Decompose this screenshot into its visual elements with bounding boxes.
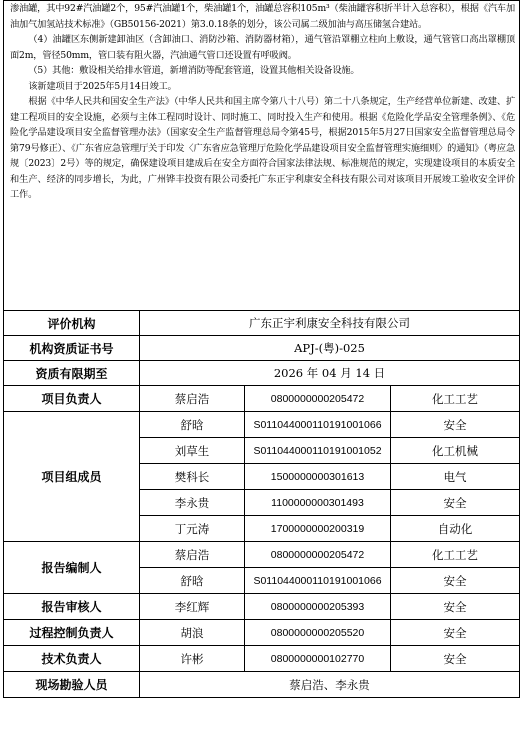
cert-label: 机构资质证书号 [4, 336, 140, 361]
project-leader-row [4, 386, 520, 412]
project-description [4, 1, 519, 203]
team-member-specialty: 安全 [391, 412, 520, 438]
desc-line-4: 该新建项目于2025年5月14日竣工。 [28, 80, 177, 92]
reviewer-label: 报告审核人 [4, 594, 140, 620]
eval-org-value: 广东正宇利康安全科技有限公司 [140, 311, 520, 336]
report-author-label: 报告编制人 [4, 542, 140, 594]
project-leader-specialty: 化工工艺 [391, 386, 520, 412]
eval-org-label: 评价机构 [4, 311, 140, 336]
desc-line-1: 渗油罐，其中92#汽油罐2个，95#汽油罐1个，柴油罐1个，油罐总容积105m³（柴油罐容积折半计入总容积），根据《汽车加油加气加氢站技术标准》（GB50156-2021）第3.0.18条的划分，该公司属二级加油与高压储氢合建站。 [10, 3, 516, 30]
reviewer-name: 李红辉 [140, 594, 245, 620]
project-leader-label: 项目负责人 [4, 386, 140, 412]
team-member-specialty: 自动化 [391, 516, 520, 542]
report-author-specialty: 安全 [391, 568, 520, 594]
team-member-specialty: 电气 [391, 464, 520, 490]
team-member-name: 舒晗 [140, 412, 245, 438]
report-author-name: 蔡启浩 [140, 542, 245, 568]
process-control-row [4, 620, 520, 646]
team-member-specialty: 安全 [391, 490, 520, 516]
site-inspectors-row [4, 672, 520, 698]
team-member-cert: S011044000110191001066 [245, 412, 391, 438]
team-label: 项目组成员 [4, 412, 140, 542]
tech-leader-cert: 0800000000102770 [245, 646, 391, 672]
tech-leader-label: 技术负责人 [4, 646, 140, 672]
tech-leader-row [4, 646, 520, 672]
report-author-cert: 0800000000205472 [245, 542, 391, 568]
site-inspectors-label: 现场勘验人员 [4, 672, 140, 698]
report-author-cert: S011044000110191001066 [245, 568, 391, 594]
team-member-cert: 1700000000200319 [245, 516, 391, 542]
team-member-name: 李永贵 [140, 490, 245, 516]
validity-label: 资质有限期至 [4, 361, 140, 386]
report-author-name: 舒晗 [140, 568, 245, 594]
reviewer-row [4, 594, 520, 620]
team-member-cert: 1500000000301613 [245, 464, 391, 490]
desc-line-3: （5）其他：敷设相关给排水管道，新增消防等配套管道，设置其他相关设备设施。 [28, 65, 360, 76]
process-control-name: 胡浪 [140, 620, 245, 646]
report-author-specialty: 化工工艺 [391, 542, 520, 568]
team-member-name: 刘草生 [140, 438, 245, 464]
process-control-specialty: 安全 [391, 620, 520, 646]
eval-org-row [4, 311, 520, 336]
reviewer-cert: 0800000000205393 [245, 594, 391, 620]
process-control-cert: 0800000000205520 [245, 620, 391, 646]
team-member-cert: 1100000000301493 [245, 490, 391, 516]
project-leader-name: 蔡启浩 [140, 386, 245, 412]
site-inspectors-value: 蔡启浩、李永贵 [140, 672, 520, 698]
project-leader-cert: 0800000000205472 [245, 386, 391, 412]
team-member-specialty: 化工机械 [391, 438, 520, 464]
desc-line-5: 根据《中华人民共和国安全生产法》（中华人民共和国主席令第八十八号）第二十八条规定，生产经营单位新建、改建、扩建工程项目的安全设施，必须与主体工程同时设计、同时施工、同时投入生产和使用。根据《危险化学品安全管理条例》、《危险化学品建设项目安全监督管理办法》（国家安全生产监督管理总局令第45号，根据2015年5月27日国家安全监督管理总局令第79号修正）、《广东省应急管理厅关于印发〈广东省应急管理厅危险化学品建设项目安全监督管理实施细则〉的通知》（粤应急规〔2023〕2号）等的规定，确保建设项目建成后在安全方面符合国家法律法规、标准规范的规定，实现建设项目的本质安全和生产、经济的同步增长，为此，广州铧丰投资有限公司委托广东正宇利康安全科技有限公司对该项目开展竣工验收安全评价工作。 [10, 96, 516, 200]
team-row [4, 412, 520, 438]
reviewer-specialty: 安全 [391, 594, 520, 620]
description-cell [4, 1, 520, 311]
evaluation-info-table [3, 0, 520, 698]
team-member-name: 樊科长 [140, 464, 245, 490]
team-member-name: 丁元涛 [140, 516, 245, 542]
tech-leader-specialty: 安全 [391, 646, 520, 672]
process-control-label: 过程控制负责人 [4, 620, 140, 646]
cert-row [4, 336, 520, 361]
desc-line-2: （4）油罐区东侧新建卸油区（含卸油口、消防沙箱、消防器材箱），通气管沿罩棚立柱向上敷设，通气管管口高出罩棚顶面2m，管径50mm，管口装有阻火器，汽油通气管口还设置有呼吸阀。 [10, 34, 516, 61]
report-author-row [4, 542, 520, 568]
cert-value: APJ-(粤)-025 [140, 336, 520, 361]
validity-value: 2026 年 04 月 14 日 [140, 361, 520, 386]
validity-row [4, 361, 520, 386]
tech-leader-name: 许彬 [140, 646, 245, 672]
team-member-cert: S011044000110191001052 [245, 438, 391, 464]
